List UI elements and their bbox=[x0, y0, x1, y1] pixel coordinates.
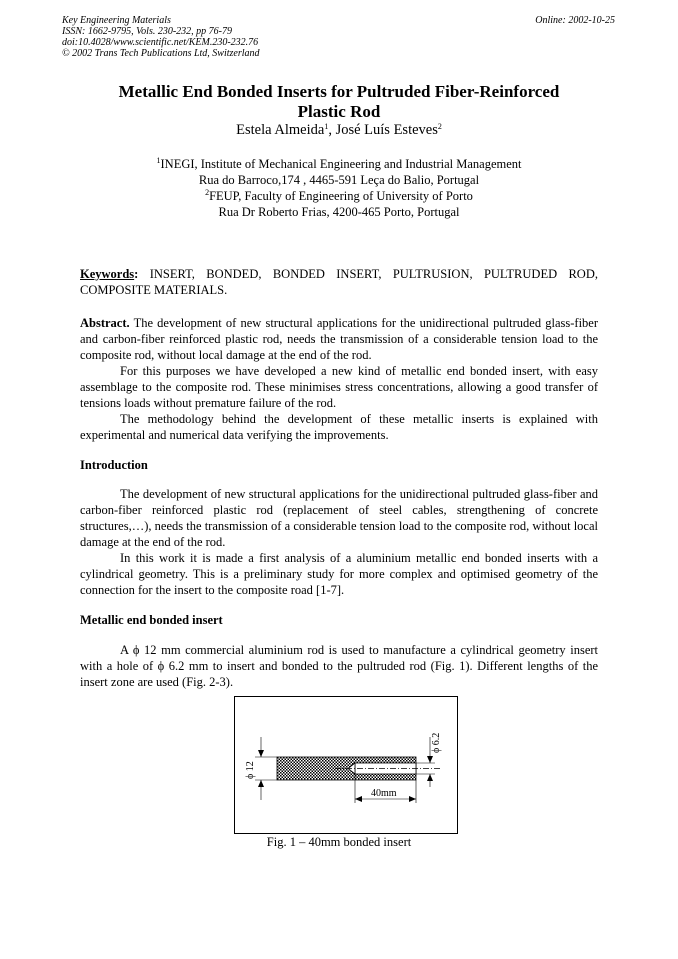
dim-hole-label: ϕ 6.2 bbox=[431, 732, 442, 753]
keywords bbox=[80, 266, 598, 298]
doi-line: doi:10.4028/www.scientific.net/KEM.230-232.76 bbox=[62, 37, 259, 48]
paper-title bbox=[80, 82, 598, 122]
affiliation-2-address: Rua Dr Roberto Frias, 4200-465 Porto, Portugal bbox=[218, 205, 460, 219]
dim-length-arrow-left bbox=[355, 796, 362, 802]
introduction-paragraph-1: The development of new structural applications for the unidirectional pultruded glass-fiber and carbon-fiber reinforced plastic rod (replacement of steel cables, strengthening of concrete structures,…), needs the transmission of a considerable tension load to the composite rod, without local damage at the end of the rod. bbox=[80, 487, 598, 549]
abstract-p1-text: The development of new structural applications for the unidirectional pultruded glass-fiber and carbon-fiber reinforced plastic rod, needs the transmission of a considerable tension load to the composite rod, without local damage at the end of the rod. bbox=[80, 316, 598, 362]
figure-1 bbox=[234, 696, 458, 834]
keywords-colon: : bbox=[134, 267, 139, 281]
dim-hole-arrow-top bbox=[427, 756, 433, 763]
dim-outer-arrow-top bbox=[258, 750, 264, 757]
affiliation-1-address: Rua do Barroco,174 , 4465-591 Leça do Balio, Portugal bbox=[198, 173, 480, 187]
online-date: Online: 2002-10-25 bbox=[535, 15, 615, 26]
figure-1-caption: Fig. 1 – 40mm bonded insert bbox=[266, 835, 412, 849]
abstract-paragraph-3: The methodology behind the development of these metallic inserts is explained with experimental and numerical data verifying the improvements. bbox=[80, 412, 598, 442]
insert-drawing bbox=[235, 697, 457, 833]
affiliation-2-sup: 2 bbox=[205, 188, 210, 197]
section-insert-paragraph-1: A ϕ 12 mm commercial aluminium rod is used to manufacture a cylindrical geometry insert with a hole of ϕ 6.2 mm to insert and bonded to the pultruded rod (Fig. 1). Different lengths of the insert zone are used (Fig. 2-3). bbox=[80, 643, 598, 689]
section-insert-body bbox=[80, 642, 598, 690]
author-1-sup: 1 bbox=[324, 122, 329, 131]
affiliation-2 bbox=[80, 188, 598, 204]
keywords-label: Keywords bbox=[80, 267, 135, 281]
journal-name: Key Engineering Materials bbox=[62, 15, 171, 26]
author-1: Estela Almeida bbox=[236, 122, 325, 138]
abstract-paragraph-2: For this purposes we have developed a new kind of metallic end bonded insert, with easy assemblage to the composite rod. These minimises stress concentrations, allowing a good transfer of tensions loads without premature failure of the rod. bbox=[80, 364, 598, 410]
dim-outer-label: ϕ 12 bbox=[245, 761, 256, 779]
author-2: José Luís Esteves bbox=[335, 122, 438, 138]
title-line-2: Plastic Rod bbox=[297, 102, 381, 121]
abstract-paragraph-1 bbox=[80, 315, 598, 363]
authors-line bbox=[80, 121, 598, 139]
journal-header bbox=[62, 15, 260, 59]
abstract-label: Abstract. bbox=[80, 316, 130, 330]
keywords-text: INSERT, BONDED, BONDED INSERT, PULTRUSION, PULTRUDED ROD, COMPOSITE MATERIALS. bbox=[80, 267, 598, 297]
section-heading-insert: Metallic end bonded insert bbox=[80, 613, 223, 627]
affiliation-2-name: FEUP, Faculty of Engineering of University of Porto bbox=[209, 189, 473, 203]
introduction-paragraph-2: In this work it is made a first analysis of a aluminium metallic end bonded inserts with a cylindrical geometry. This is a preliminary study for more complex and optimised geometry of the connection for the insert to the composite road [1-7]. bbox=[80, 551, 598, 597]
dim-hole-arrow-bottom bbox=[427, 774, 433, 781]
affiliations bbox=[80, 156, 598, 220]
introduction-heading: Introduction bbox=[80, 458, 148, 472]
title-line-1: Metallic End Bonded Inserts for Pultruded Fiber-Reinforced bbox=[118, 82, 560, 101]
author-sep: , bbox=[328, 122, 336, 138]
affiliation-1-sup: 1 bbox=[156, 156, 161, 165]
affiliation-1-name: INEGI, Institute of Mechanical Engineering and Industrial Management bbox=[160, 157, 522, 171]
issn-line: ISSN: 1662-9795, Vols. 230-232, pp 76-79 bbox=[62, 26, 232, 37]
abstract bbox=[80, 315, 598, 443]
copyright-line: © 2002 Trans Tech Publications Ltd, Switzerland bbox=[62, 48, 260, 59]
author-2-sup: 2 bbox=[437, 122, 442, 131]
dim-length-arrow-right bbox=[409, 796, 416, 802]
dim-length-label: 40mm bbox=[371, 788, 397, 799]
affiliation-1 bbox=[80, 156, 598, 172]
introduction-body bbox=[80, 486, 598, 598]
dim-outer-arrow-bottom bbox=[258, 780, 264, 787]
